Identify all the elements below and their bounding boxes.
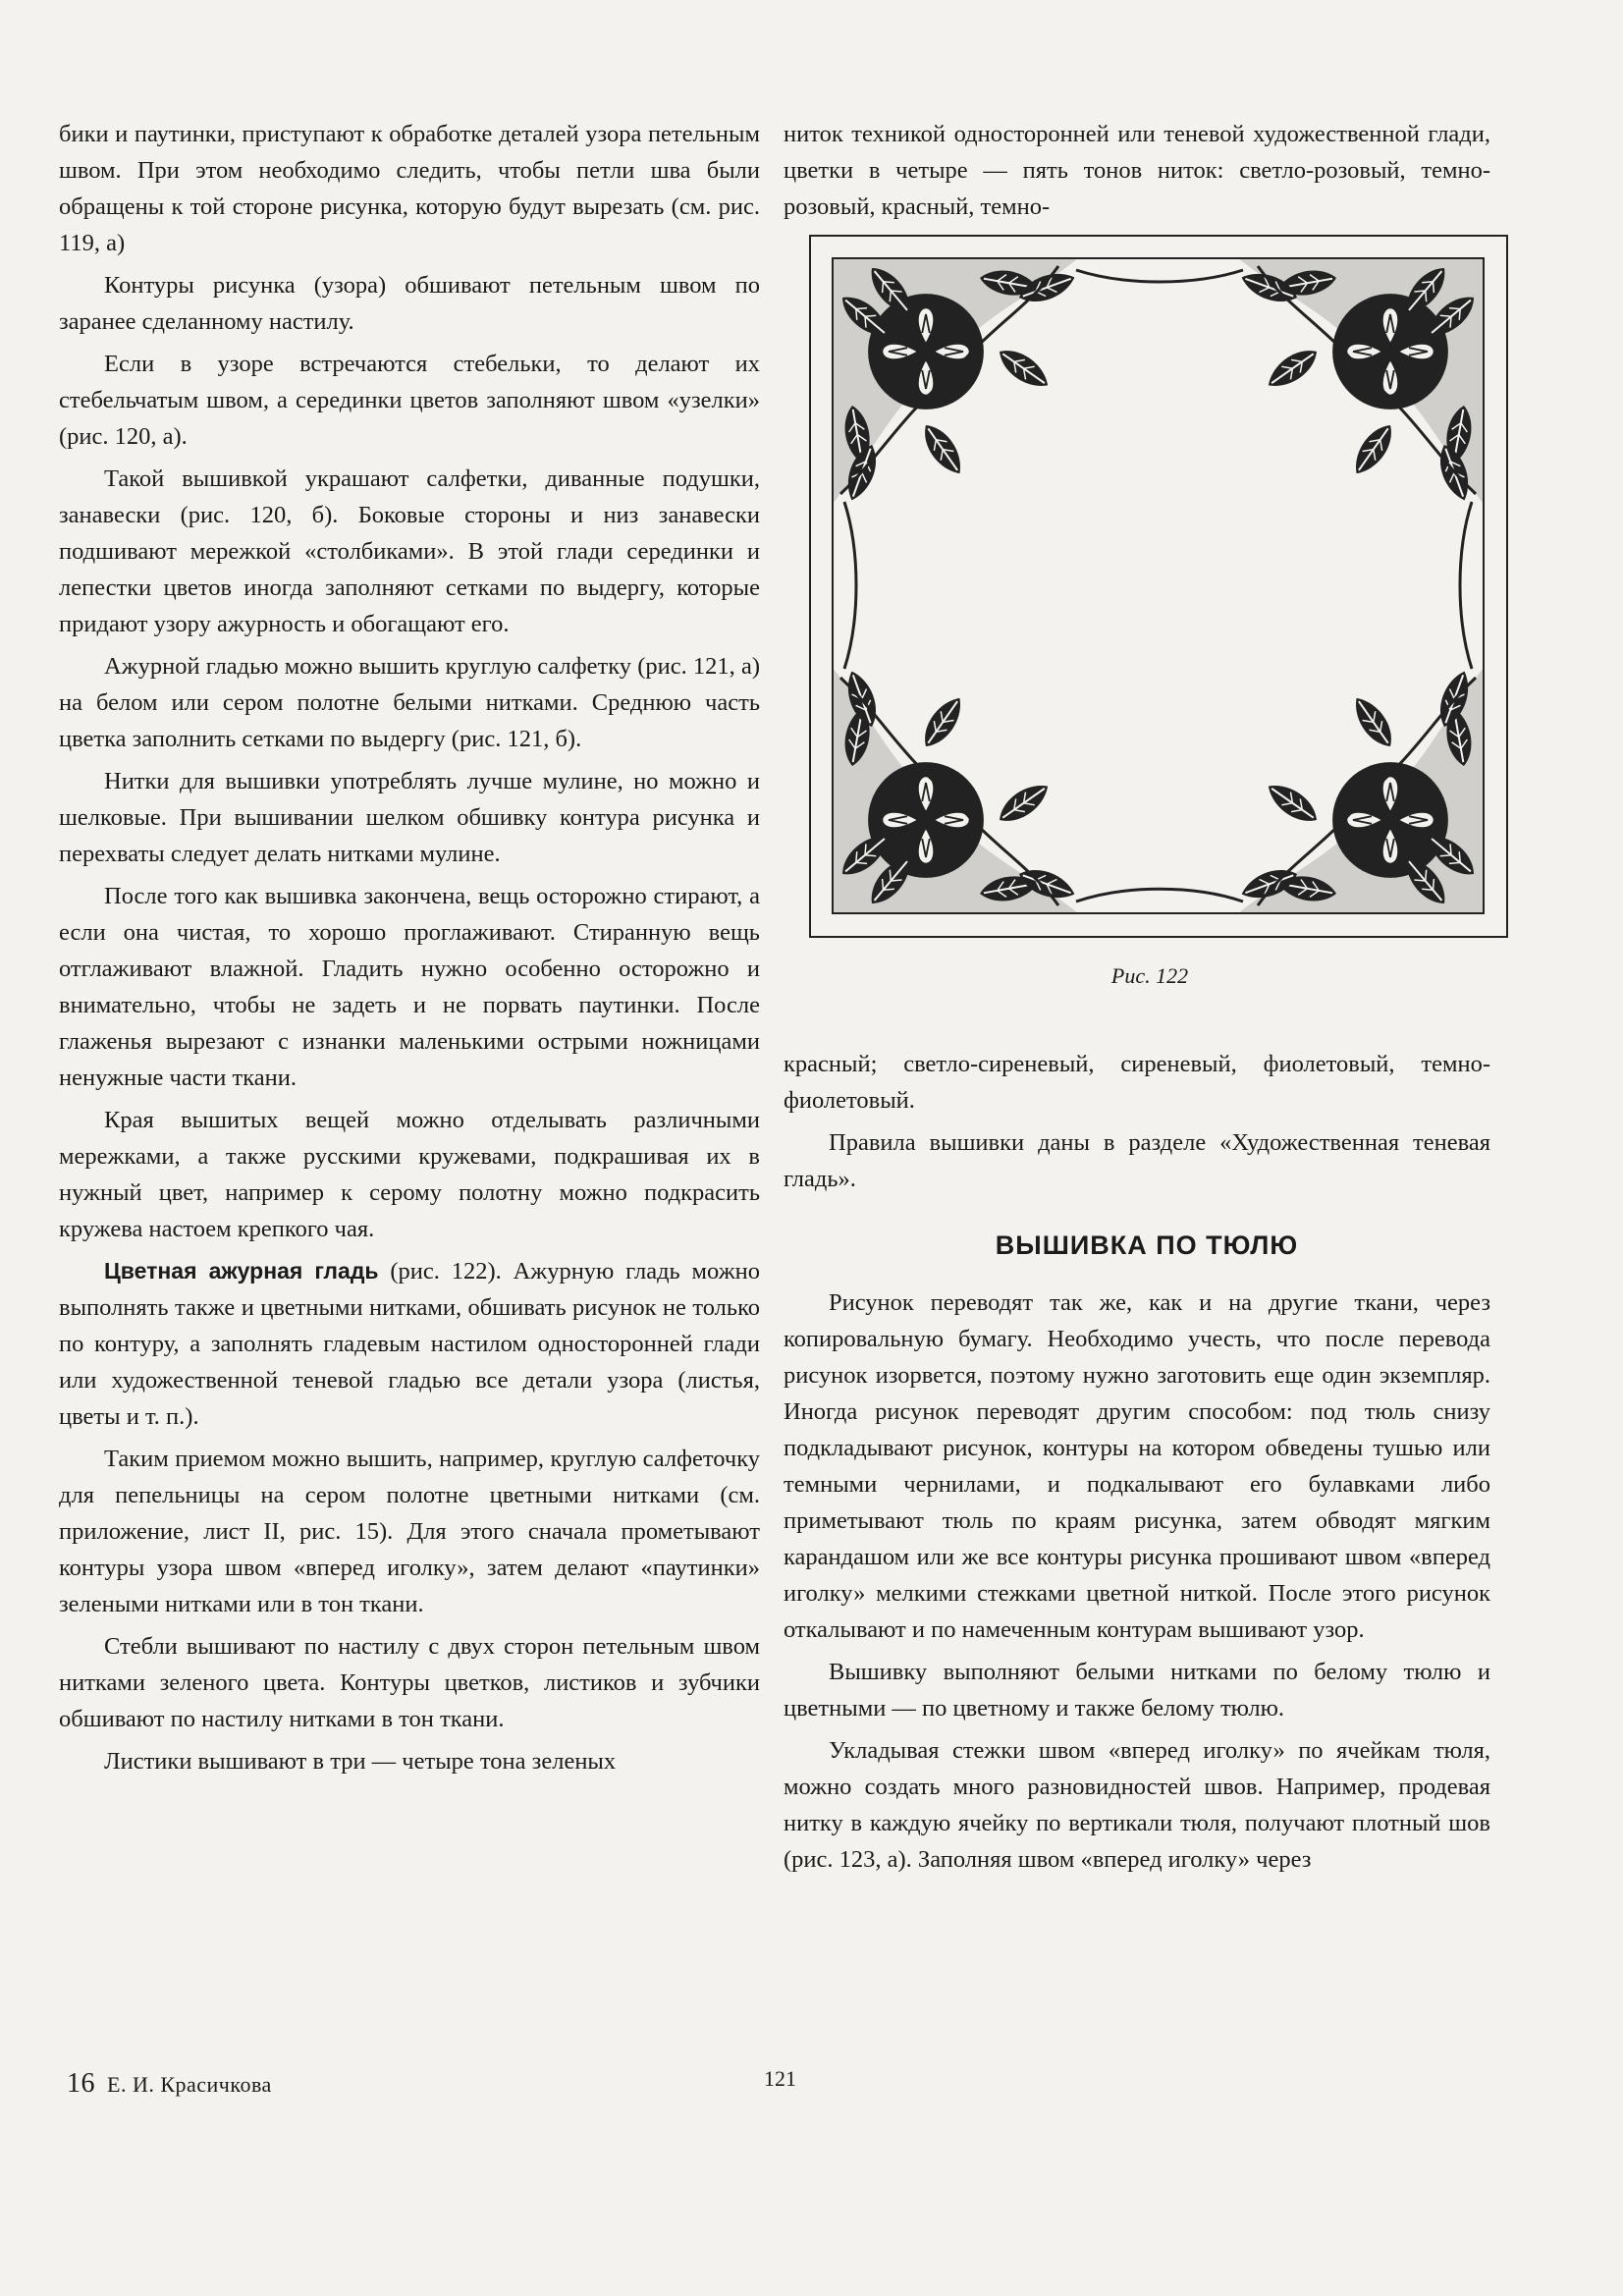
footer-signature (67, 2068, 272, 2100)
paragraph: Укладывая стежки швом «вперед иголку» по ячейкам тюля, можно создать много разновидностей швов. Например, продевая нитку в каждую ячейку по вертикали тюля, получают плотный шов (рис. 123, а). Заполняя швом «вперед иголку» через (784, 1737, 1490, 1873)
paragraph: Такой вышивкой украшают салфетки, диванные подушки, занавески (рис. 120, б). Боковые стороны и низ занавески подшивают мережкой «столбиками». В этой глади серединки и лепестки цветов иногда заполняют сетками по выдергу, которые придают узору ажурность и обогащают его. (59, 465, 760, 637)
paragraph: Правила вышивки даны в разделе «Художественная теневая гладь». (784, 1129, 1490, 1192)
runin-text: (рис. 122). Ажурную гладь можно выполнять также и цветными нитками, обшивать рисунок не только по контуру, а заполнять гладевым настилом односторонней глади или художественной теневой гладью все детали узора (листья, цветы и т. п.). (59, 1258, 760, 1430)
paragraph: Рисунок переводят так же, как и на другие ткани, через копировальную бумагу. Необходимо учесть, что после перевода рисунок изорвется, поэтому нужно заготовить еще один экземпляр. Иногда рисунок переводят другим способом: под тюль снизу подкладывают рисунок, контуры на котором обведены тушью или темными чернилами, и подкалывают его булавками либо приметывают тюль по краям рисунка, затем обводят мягким карандашом или же все контуры рисунка прошивают швом «вперед иголку» мелкими стежками цветной ниткой. После этого рисунок откалывают и по намеченным контурам вышивают узор. (784, 1289, 1490, 1643)
author-name: Е. И. Красичкова (107, 2072, 272, 2097)
section-title: ВЫШИВКА ПО ТЮЛЮ (995, 1230, 1299, 1260)
embroidery-illustration (809, 235, 1508, 938)
paragraph-runin (59, 1253, 760, 1435)
paragraph: Стебли вышивают по настилу с двух сторон петельным швом нитками зеленого цвета. Контуры цветков, листиков и зубчики обшивают по настилу нитками в тон ткани. (59, 1633, 760, 1732)
paragraph: Контуры рисунка (узора) обшивают петельным швом по заранее сделанному настилу. (59, 272, 760, 335)
paragraph: Ажурной гладью можно вышить круглую салфетку (рис. 121, а) на белом или сером полотне белыми нитками. Среднюю часть цветка заполнить сетками по выдергу (рис. 121, б). (59, 653, 760, 752)
page-number: 121 (764, 2066, 796, 2091)
figure-caption: Рис. 122 (1110, 963, 1189, 988)
right-column (784, 116, 1490, 1884)
paragraph: бики и паутинки, приступают к обработке деталей узора петельным швом. При этом необходимо следить, чтобы петли шва были обращены к той стороне рисунка, которую будут вырезать (см. рис. 119, а) (59, 121, 760, 256)
floral-corner-pattern-icon (811, 237, 1505, 935)
paragraph: Нитки для вышивки употреблять лучше мулине, но можно и шелковые. При вышивании шелком обшивку контура рисунка и перехваты следует делать нитками мулине. (59, 768, 760, 867)
paragraph: После того как вышивка закончена, вещь осторожно стирают, а если она чистая, то хорошо проглаживают. Стиранную вещь отглаживают влажной. Гладить нужно особенно осторожно и внимательно, чтобы не задеть и не порвать паутинки. После глаженья вырезают с изнанки маленькими острыми ножницами ненужные части ткани. (59, 883, 760, 1091)
left-column (59, 116, 760, 1785)
paragraph: красный; светло-сиреневый, сиреневый, фиолетовый, темно-фиолетовый. (784, 1051, 1490, 1114)
paragraph: Вышивку выполняют белыми нитками по белому тюлю и цветными — по цветному и также белому тюлю. (784, 1659, 1490, 1722)
paragraph: Листики вышивают в три — четыре тона зеленых (104, 1748, 617, 1775)
paragraph: Края вышитых вещей можно отделывать различными мережками, а также русскими кружевами, подкрашивая их в нужный цвет, например к серому полотну можно подкрасить кружева настоем крепкого чая. (59, 1107, 760, 1242)
figure-122 (784, 235, 1490, 989)
signature-number: 16 (67, 2068, 95, 2099)
paragraph: Таким приемом можно вышить, например, круглую салфеточку для пепельницы на сером полотне цветными нитками (см. приложение, лист II, рис. 15). Для этого сначала прометывают контуры узора швом «вперед иголку», затем делают «паутинки» зелеными нитками или в тон ткани. (59, 1446, 760, 1617)
runin-title: Цветная ажурная гладь (104, 1258, 379, 1284)
paragraph: Если в узоре встречаются стебельки, то делают их стебельчатым швом, а серединки цветов заполняют швом «узелки» (рис. 120, а). (59, 351, 760, 450)
paragraph: ниток техникой односторонней или теневой художественной глади, цветки в четыре — пять тонов ниток: светло-розовый, темно-розовый, красный, темно- (784, 121, 1490, 220)
